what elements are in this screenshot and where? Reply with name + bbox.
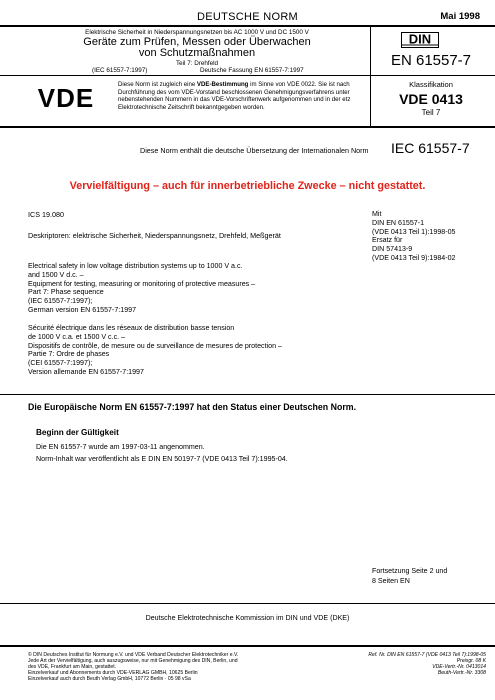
title-block-divider [0, 75, 495, 76]
reference-line: VDE-Vertr.-Nr. 0413014 [432, 664, 486, 671]
commission-rule-top [0, 603, 495, 604]
translation-note: Diese Norm enthält die deutsche Übersetzung der Internationalen Norm [140, 146, 369, 155]
copy-warning: Vervielfältigung – auch für innerbetriebliche Zwecke – nicht gestattet. [69, 180, 426, 192]
reference-line: Ref. Nr. DIN EN 61557-7 (VDE 0413 Teil 7):1998-05 [368, 652, 486, 658]
english-line: (IEC 61557-7:1997); [28, 297, 93, 306]
related-standards [372, 210, 492, 263]
french-line: Dispositifs de contrôle, de mesure ou de surveillance de mesures de protection – [28, 341, 282, 350]
english-line: Electrical safety in low voltage distribution systems up to 1000 V a.c. [28, 262, 243, 270]
iec-standard-number: IEC 61557-7 [391, 140, 470, 156]
classification-number: VDE 0413 [399, 91, 463, 107]
status-statement: Die Europäische Norm EN 61557-7:1997 hat den Status einer Deutschen Norm. [28, 402, 357, 412]
validity-text [36, 442, 476, 465]
english-line: and 1500 V d.c. – [28, 270, 84, 279]
document-type-heading: DEUTSCHE NORM [196, 11, 299, 23]
french-line: Partie 7: Ordre de phases [28, 350, 110, 359]
iec-reference: (IEC 61557-7:1997) [92, 67, 148, 74]
vde-statement-start: Diese Norm ist zugleich eine [118, 81, 197, 88]
vde-statement [118, 81, 373, 111]
standard-number: EN 61557-7 [390, 52, 472, 69]
vde-statement-end: im Sinne von VDE 0022. Sie ist nach Durchführung des vom VDE-Vorstand beschlossenen Genehmigungsverfahrens unter nebenstehenden Nummern in das VDE-Vorschriftenwerk aufgenommen und in der etz Elektrotechnische Zeitschrift bekanntgegeben worden. [118, 81, 351, 111]
continuation-line: Fortsetzung Seite 2 und [372, 567, 448, 575]
header-block-bottom-rule [0, 126, 495, 128]
validity-line: Die EN 61557-7 wurde am 1997-03-11 angenommen. [36, 443, 205, 451]
classification-part: Teil 7 [421, 108, 441, 117]
copyright-notice [28, 652, 328, 682]
descriptors: Deskriptoren: elektrische Sicherheit, Niederspannungsnetz, Drehfeld, Meßgerät [28, 231, 281, 240]
copyright-line: Einzelverkauf auch durch Beuth Verlag GmbH, 10772 Berlin · 05 98 vSa [28, 676, 191, 683]
french-line: Sécurité électrique dans les réseaux de distribution basse tension [28, 324, 235, 332]
din-logo [401, 32, 439, 48]
continuation-note [372, 567, 447, 586]
related-standards-line: (VDE 0413 Teil 9):1984-02 [372, 253, 456, 262]
vde-statement-bold: VDE-Bestimmung [196, 81, 249, 88]
status-divider [0, 394, 495, 395]
classification-label: Klassifikation [409, 80, 453, 89]
english-title-block [28, 262, 358, 315]
commission-name: Deutsche Elektrotechnische Kommission im DIN und VDE (DKE) [145, 614, 350, 622]
validity-line: Norm-Inhalt war veröffentlicht als E DIN EN 50197-7 (VDE 0413 Teil 7):1995-04. [36, 454, 288, 463]
copyright-line: Einzelverkauf und Abonnements durch VDE-VERLAG GMBH, 10625 Berlin [28, 670, 198, 677]
copyright-line: des VDE, Frankfurt am Main, gestattet. [28, 664, 117, 671]
din-logo-text: DIN [408, 32, 432, 47]
reference-line: Beuth-Vertr.-Nr. 3308 [437, 670, 486, 677]
french-line: de 1000 V c.a. et 1500 V c.c. – [28, 332, 126, 341]
main-title-line-2: von Schutzmaßnahmen [138, 47, 256, 59]
scope-line: Elektrische Sicherheit in Niederspannungsnetzen bis AC 1000 V und DC 1500 V [85, 29, 309, 36]
french-line: Version allemande EN 61557-7:1997 [28, 367, 144, 376]
vde-logo [26, 83, 106, 113]
reference-line: Preisgr. 08 K [456, 658, 486, 665]
french-title-block [28, 324, 358, 377]
related-standards-line: Ersatz für [372, 236, 403, 245]
vde-logo-text: VDE [37, 83, 95, 113]
issue-date: Mai 1998 [440, 11, 480, 22]
related-standards-line: DIN 57413-9 [372, 245, 413, 254]
english-line: Part 7: Phase sequence [28, 288, 104, 297]
german-version: Deutsche Fassung EN 61557-7:1997 [200, 67, 304, 74]
footer-rule [0, 645, 495, 647]
reference-numbers [330, 652, 486, 676]
part-title: Teil 7: Drehfeld [176, 60, 218, 67]
english-line: Equipment for testing, measuring or monitoring of protective measures – [28, 279, 256, 288]
header-rule [0, 25, 495, 27]
related-standards-line: DIN EN 61557-1 [372, 218, 425, 227]
main-title [27, 37, 367, 59]
main-title-line-1: Geräte zum Prüfen, Messen oder Überwachen [83, 36, 311, 48]
validity-heading: Beginn der Gültigkeit [36, 428, 119, 437]
ics-code: ICS 19.080 [28, 210, 64, 219]
related-standards-line: (VDE 0413 Teil 1):1998-05 [372, 227, 456, 236]
english-line: German version EN 61557-7:1997 [28, 305, 137, 314]
copyright-line: Jede Art der Vervielfältigung, auch auszugsweise, nur mit Genehmigung des DIN, Berlin, und [28, 658, 238, 665]
related-standards-line: Mit [372, 210, 382, 218]
copyright-line: © DIN Deutsches Institut für Normung e.V. und VDE Verband Deutscher Elektrotechniker e.V. [28, 652, 239, 658]
french-line: (CEI 61557-7:1997); [28, 359, 93, 368]
continuation-line: 8 Seiten EN [372, 576, 410, 585]
